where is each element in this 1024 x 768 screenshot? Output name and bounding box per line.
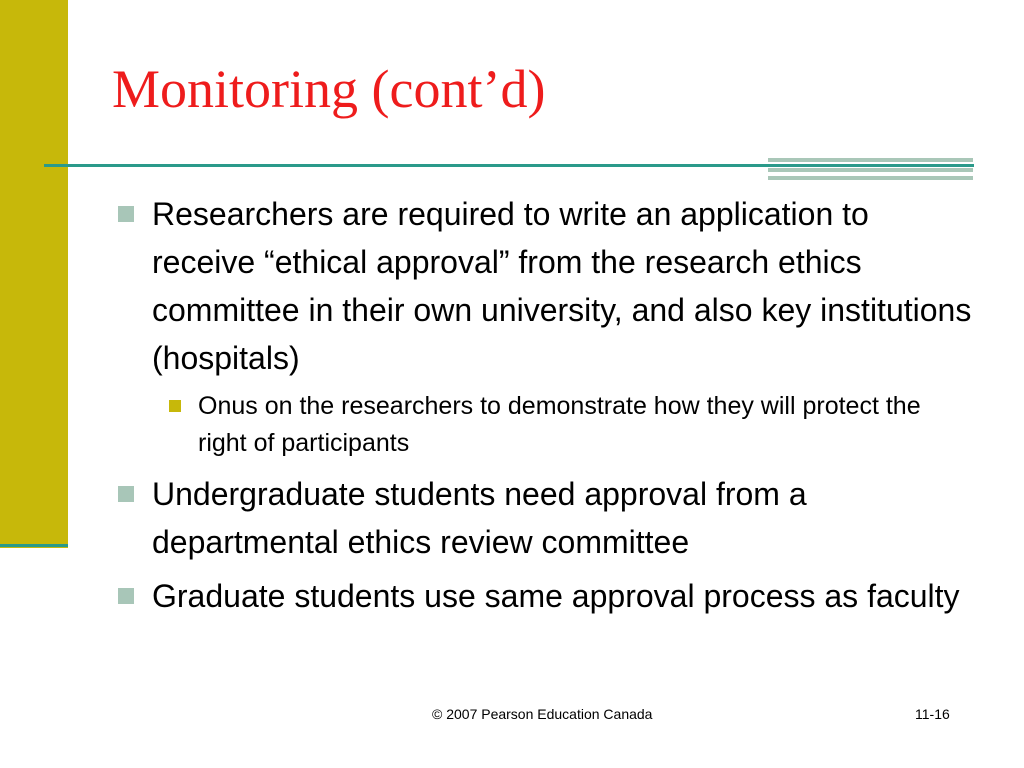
title-divider xyxy=(44,164,974,167)
bullet-item xyxy=(116,470,976,566)
slide-title: Monitoring (cont’d) xyxy=(112,59,546,119)
decorative-stripe xyxy=(768,176,973,180)
decorative-stripe xyxy=(768,158,973,162)
slide-body xyxy=(116,190,976,626)
sub-bullet-item xyxy=(116,388,976,462)
bullet-item xyxy=(116,190,976,382)
square-bullet-icon xyxy=(118,206,134,222)
bullet-text: Undergraduate students need approval from a departmental ethics review committee xyxy=(152,476,807,560)
small-square-bullet-icon xyxy=(169,400,181,412)
left-accent-bar xyxy=(0,0,68,548)
footer-copyright: © 2007 Pearson Education Canada xyxy=(432,706,653,722)
slide-number: 11-16 xyxy=(915,706,950,722)
decorative-stripe xyxy=(768,168,973,172)
square-bullet-icon xyxy=(118,588,134,604)
sub-bullet-text: Onus on the researchers to demonstrate how they will protect the right of participants xyxy=(198,392,921,457)
left-bar-underline xyxy=(0,544,68,547)
bullet-text: Graduate students use same approval process as faculty xyxy=(152,578,960,614)
bullet-item xyxy=(116,572,976,620)
square-bullet-icon xyxy=(118,486,134,502)
bullet-text: Researchers are required to write an application to receive “ethical approval” from the research ethics committee in their own university, and also key institutions (hospitals) xyxy=(152,196,972,376)
